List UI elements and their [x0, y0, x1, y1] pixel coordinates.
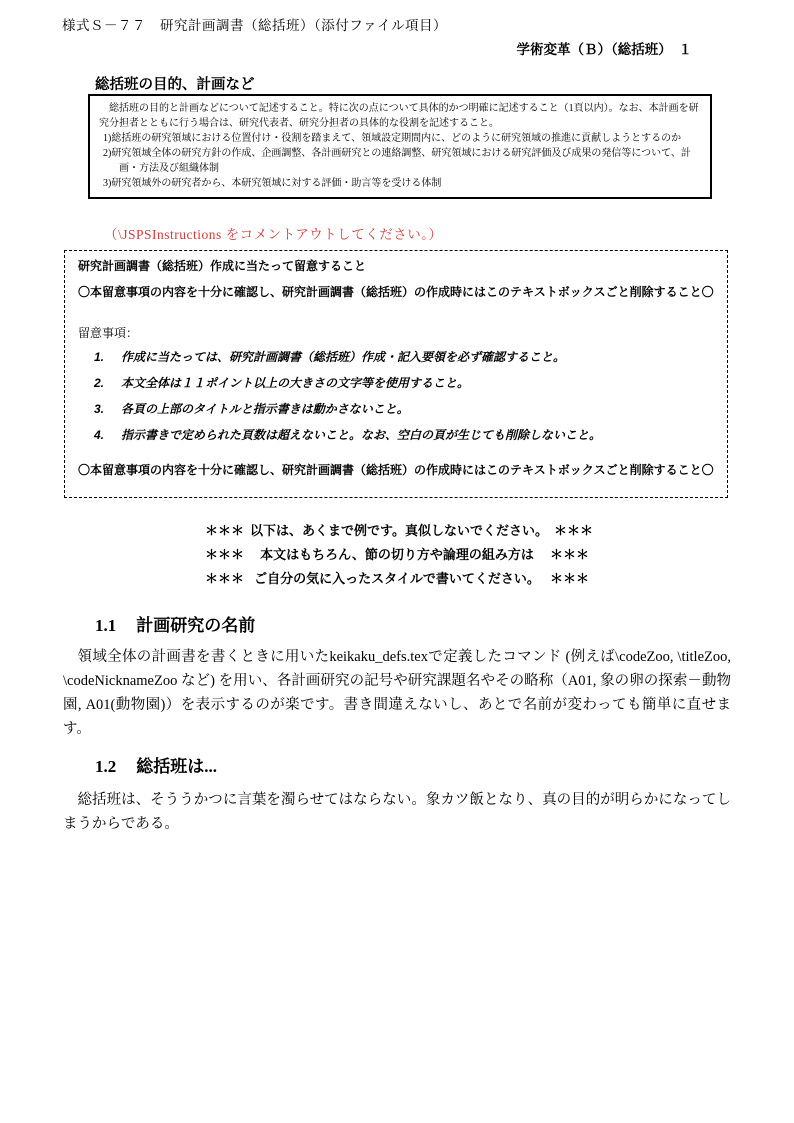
asterisks-right: ＊＊＊ [553, 523, 593, 538]
notice-item-number: 4. [94, 428, 105, 442]
instruction-intro: 総括班の目的と計画などについて記述すること。特に次の点について具体的かつ明確に記述すること（1頁以内）。なお、本計画を研究分担者とともに行う場合は、研究代表者、研究分担者の具体的な役割を記述すること。 [99, 103, 699, 129]
asterisks-left: ＊＊＊ [205, 523, 245, 538]
notice-item [78, 428, 714, 443]
notice-item-text: 本文全体は１１ポイント以上の大きさの文字等を使用すること。 [121, 376, 470, 390]
asterisks-right: ＊＊＊ [549, 547, 589, 562]
instruction-item: 1)総括班の研究領域における位置付け・役割を踏まえて、領域設定期間内に、どのように研究領域の推進に貢献しようとするのか [103, 133, 682, 144]
instruction-box [88, 94, 712, 199]
example-disclaimer-line [205, 544, 589, 563]
example-line-text: 本文はもちろん、節の切り方や論理の組み方は [260, 547, 534, 562]
section-title-text: 総括班は... [136, 757, 217, 776]
form-number-header: 様式Ｓ－７７ 研究計画調書（総括班）（添付ファイル項目） [62, 18, 447, 33]
notice-box-title: 研究計画調書（総括班）作成に当たって留意すること [78, 259, 367, 273]
asterisks-right: ＊＊＊ [549, 571, 589, 586]
notice-warning-top: 〇本留意事項の内容を十分に確認し、研究計画調書（総括班）の作成時にはこのテキストボックスごと削除すること〇 [78, 285, 714, 299]
notice-item-text: 各頁の上部のタイトルと指示書きは動かさないこと。 [121, 402, 409, 416]
notice-item [78, 350, 714, 365]
example-disclaimer [0, 520, 794, 587]
notice-box [64, 250, 728, 498]
notice-item [78, 376, 714, 391]
example-line-text: ご自分の気に入ったスタイルで書いてください。 [254, 571, 540, 586]
notice-item-text: 指示書きで定められた頁数は超えないこと。なお、空白の頁が生じても削除しないこと。 [121, 428, 602, 442]
notice-item [78, 402, 714, 417]
notice-item-number: 2. [94, 376, 105, 390]
section-heading-1-1 [95, 611, 255, 636]
notice-item-number: 1. [94, 350, 105, 364]
notice-label: 留意事項： [78, 326, 139, 340]
example-line-text: 以下は、あくまで例です。真似しないでください。 [250, 523, 548, 538]
section-title-text: 計画研究の名前 [136, 616, 256, 635]
section-number: 1.1 [95, 616, 117, 635]
notice-warning-bottom: 〇本留意事項の内容を十分に確認し、研究計画調書（総括班）の作成時にはこのテキストボックスごと削除すること〇 [78, 463, 714, 477]
section-body-1-1: 領域全体の計画書を書くときに用いたkeikaku_defs.texで定義したコマンド (例えば\codeZoo, \titleZoo, \codeNicknameZoo など) を用い、各計画研究の記号や研究課題名やその略称（A01, 象の卵の探索－動物園, A01(動物園)）を表示するのが楽です。書き間違えないし、あとで名前が変わっても簡単に直せます。 [63, 649, 731, 737]
instruction-item: 2)研究領域全体の研究方針の作成、企画調整、各計画研究との連絡調整、研究領域における研究評価及び成果の発信等について、計画・方法及び組織体制 [103, 148, 691, 174]
section-heading-1-2 [95, 752, 217, 777]
section-number: 1.2 [95, 757, 117, 776]
asterisks-left: ＊＊＊ [205, 547, 245, 562]
example-disclaimer-line [205, 520, 593, 539]
instruction-item: 3)研究領域外の研究者から、本研究領域に対する評価・助言等を受ける体制 [103, 178, 442, 189]
document-section-title: 総括班の目的、計画など [95, 77, 255, 93]
notice-item-text: 作成に当たっては、研究計画調書（総括班）作成・記入要領を必ず確認すること。 [121, 350, 566, 364]
page-header-right: 学術変革（Ｂ）（総括班） １ [516, 42, 692, 57]
jsps-comment-note: （\JSPSInstructions をコメントアウトしてください。） [104, 227, 443, 242]
asterisks-left: ＊＊＊ [205, 571, 245, 586]
example-disclaimer-line [205, 568, 589, 587]
section-body-1-2: 総括班は、そううかつに言葉を濁らせてはならない。象カツ飯となり、真の目的が明らかになってしまうからである。 [63, 792, 731, 832]
notice-item-number: 3. [94, 402, 105, 416]
